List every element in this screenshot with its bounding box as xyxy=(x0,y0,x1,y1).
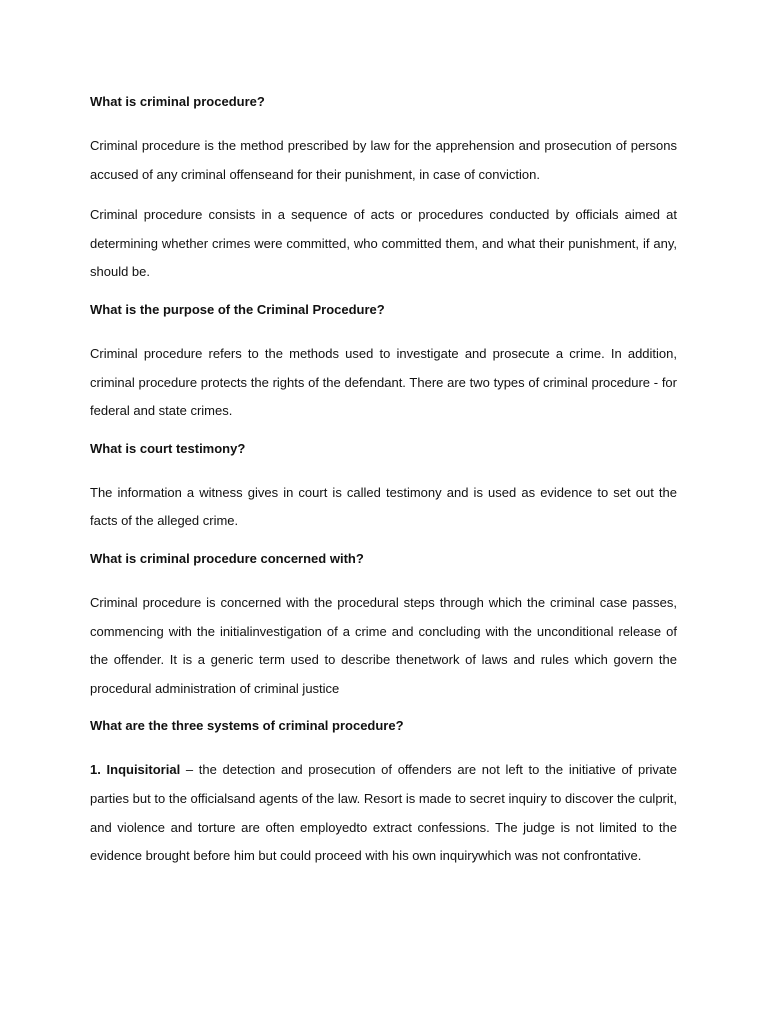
paragraph: Criminal procedure refers to the methods used to investigate and prosecute a crime. In addition, criminal procedure protects the rights of the defendant. There are two types of criminal procedure - for federal and state crimes. xyxy=(90,345,677,419)
section-heading: What are the three systems of criminal procedure? xyxy=(90,718,404,734)
paragraph: Criminal procedure is concerned with the procedural steps through which the criminal case passes, commencing with the initialinvestigation of a crime and concluding with the unconditional release of the offender. It is a generic term used to describe thenetwork of laws and rules which govern the procedural administration of criminal justice xyxy=(90,594,677,696)
paragraph: Criminal procedure is the method prescribed by law for the apprehension and prosecution of persons accused of any criminal offenseand for their punishment, in case of conviction. xyxy=(90,138,677,182)
section-heading: What is criminal procedure? xyxy=(90,94,265,109)
list-item-inquisitorial xyxy=(90,756,677,870)
paragraph: Criminal procedure consists in a sequence of acts or procedures conducted by officials aimed at determining whether crimes were committed, who committed them, and what their punishment, if any, should be. xyxy=(90,207,677,280)
section-heading: What is the purpose of the Criminal Procedure? xyxy=(90,301,385,317)
section-heading: What is criminal procedure concerned with? xyxy=(90,550,364,566)
paragraph: The information a witness gives in court is called testimony and is used as evidence to set out the facts of the alleged crime. xyxy=(90,484,677,529)
section-heading: What is court testimony? xyxy=(90,440,246,456)
list-item-lead: 1. Inquisitorial xyxy=(90,762,181,778)
list-item-text: – the detection and prosecution of offenders are not left to the initiative of private parties but to the officialsand agents of the law. Resort is made to secret inquiry to discover the culprit, and violence and torture are often employedto extract confessions. The judge is not limited to the evidence brought before him but could proceed with his own inquirywhich was not confrontative. xyxy=(90,762,677,864)
document-page xyxy=(90,91,677,883)
